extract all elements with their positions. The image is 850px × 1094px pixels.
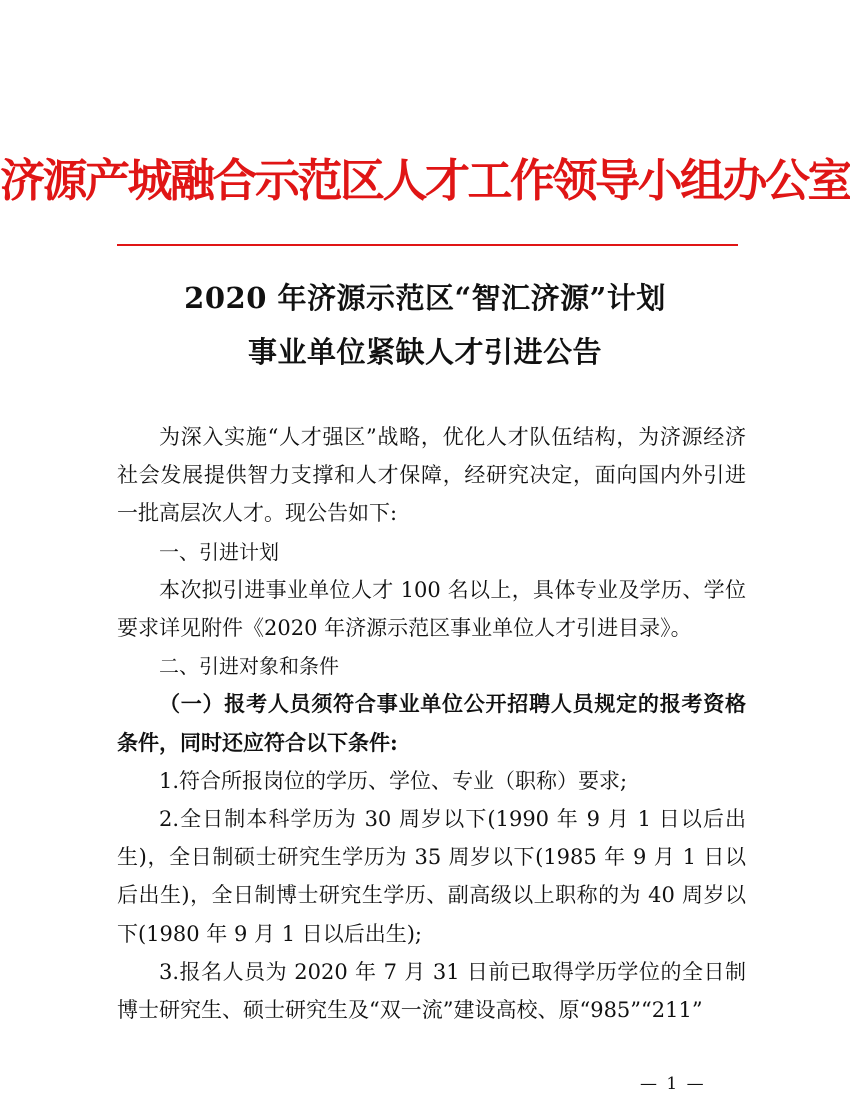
intro-paragraph: 为深入实施“人才强区”战略，优化人才队伍结构，为济源经济社会发展提供智力支撑和人才保障，经研究决定，面向国内外引进一批高层次人才。现公告如下: [117, 425, 746, 526]
document-body [117, 418, 746, 1029]
condition-item-3: 3.报名人员为 2020 年 7 月 31 日前已取得学历学位的全日制博士研究生、硕士研究生及“双一流”建设高校、原“985”“211” [117, 959, 746, 1023]
header-red-rule [117, 244, 738, 246]
issuing-office-header: 济源产城融合示范区人才工作领导小组办公室 [0, 154, 850, 207]
document-title-line-1: 2020 年济源示范区“智汇济源”计划 [184, 281, 666, 315]
document-title-line-2: 事业单位紧缺人才引进公告 [247, 335, 602, 369]
section-2-heading: 二、引进对象和条件 [159, 654, 339, 679]
condition-item-1: 1.符合所报岗位的学历、学位、专业（职称）要求; [159, 768, 628, 793]
subsection-1-heading: （一）报考人员须符合事业单位公开招聘人员规定的报考资格条件，同时还应符合以下条件: [117, 691, 746, 755]
condition-item-2: 2.全日制本科学历为 30 周岁以下(1990 年 9 月 1 日以后出生)，全日制硕士研究生学历为 35 周岁以下(1985 年 9 月 1 日以后出生)，全日制博士研究生学历、副高级以上职称的为 40 周岁以下(1980 年 9 月 1 日以后出生); [117, 807, 746, 946]
section-1-heading: 一、引进计划 [159, 539, 279, 564]
page-number: — 1 — [640, 1074, 706, 1094]
section-1-paragraph: 本次拟引进事业单位人才 100 名以上，具体专业及学历、学位要求详见附件《2020 年济源示范区事业单位人才引进目录》。 [117, 577, 746, 641]
